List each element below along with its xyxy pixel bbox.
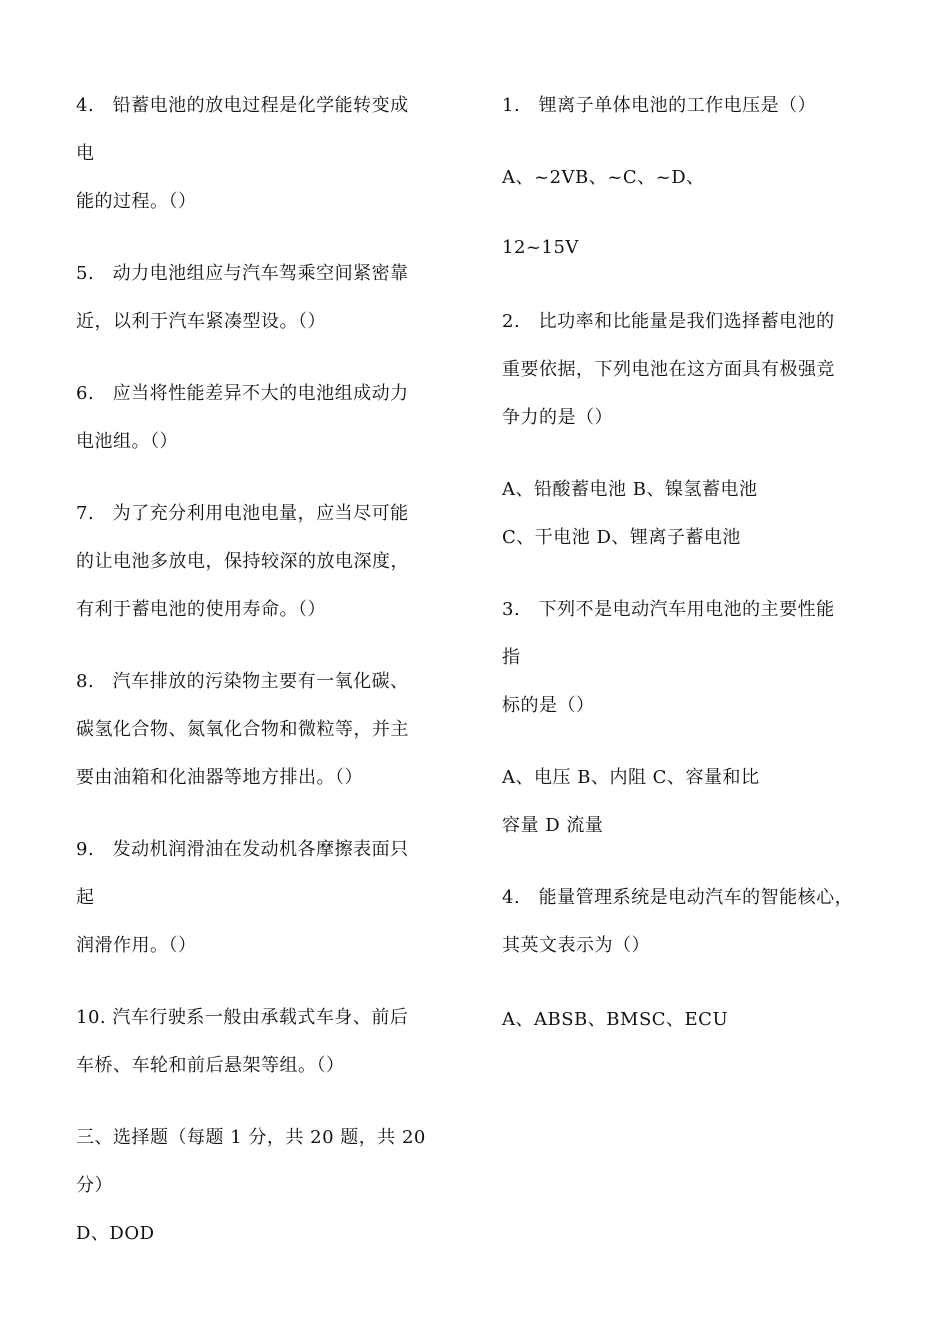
mc-question-3-line-1: 3. 下列不是电动汽车用电池的主要性能: [502, 599, 835, 620]
tf-question-10-line-2: 车桥、车轮和前后悬架等组。（）: [76, 1055, 345, 1076]
tf-question-6-line-2: 电池组。（）: [76, 431, 178, 452]
mc-question-4-options: A、ABSB、BMSC、ECU: [502, 1009, 729, 1030]
tf-question-9-line-3: 润滑作用。（）: [76, 935, 197, 956]
tf-question-5-line-2: 近，以利于汽车紧凑型设。（）: [76, 311, 326, 332]
left-column: [76, 0, 458, 1344]
mc-question-4-line-1: 4. 能量管理系统是电动汽车的智能核心，: [502, 887, 854, 908]
section-3-heading-line-2: 分）: [76, 1175, 113, 1196]
tf-question-9-line-2: 起: [76, 887, 95, 908]
tf-question-7-line-1: 7. 为了充分利用电池电量，应当尽可能: [76, 503, 409, 524]
tf-question-7-line-3: 有利于蓄电池的使用寿命。（）: [76, 599, 326, 620]
mc-question-2-line-2: 重要依据，下列电池在这方面具有极强竞: [502, 359, 835, 380]
mc-question-3-options-2: 容量 D 流量: [502, 815, 604, 836]
mc-question-2-line-3: 争力的是（）: [502, 407, 613, 428]
mc-question-1-options: A、~2VB、~C、~D、: [502, 167, 705, 188]
mc-question-3-options-1: A、电压 B、内阻 C、容量和比: [502, 767, 760, 788]
tf-question-4-line-1: 4. 铅蓄电池的放电过程是化学能转变成: [76, 95, 409, 116]
tf-question-4-line-3: 能的过程。（）: [76, 191, 197, 212]
tf-question-4-line-2: 电: [76, 143, 95, 164]
tf-question-8-line-2: 碳氢化合物、氮氧化合物和微粒等，并主: [76, 719, 409, 740]
tf-question-10-line-1: 10. 汽车行驶系一般由承载式车身、前后: [76, 1007, 409, 1028]
tf-question-8-line-3: 要由油箱和化油器等地方排出。（）: [76, 767, 363, 788]
section-3-heading-line-1: 三、选择题（每题 1 分，共 20 题，共 20: [76, 1127, 426, 1148]
mc-question-3-line-3: 标的是（）: [502, 695, 595, 716]
tf-question-6-line-1: 6. 应当将性能差异不大的电池组成动力: [76, 383, 409, 404]
mc-question-2-options-2: C、干电池 D、锂离子蓄电池: [502, 527, 741, 548]
tf-question-9-line-1: 9. 发动机润滑油在发动机各摩擦表面只: [76, 839, 409, 860]
tf-question-5-line-1: 5. 动力电池组应与汽车驾乘空间紧密靠: [76, 263, 409, 284]
mc-question-1-line-1: 1. 锂离子单体电池的工作电压是（）: [502, 95, 817, 116]
mc-question-2-line-1: 2. 比功率和比能量是我们选择蓄电池的: [502, 311, 835, 332]
mc-question-4-line-2: 其英文表示为（）: [502, 935, 650, 956]
right-column: [502, 0, 887, 1344]
tf-question-7-line-2: 的让电池多放电，保持较深的放电深度，: [76, 551, 409, 572]
tf-question-8-line-1: 8. 汽车排放的污染物主要有一氧化碳、: [76, 671, 409, 692]
tail-option: D、DOD: [76, 1223, 155, 1244]
mc-question-2-options-1: A、铅酸蓄电池 B、镍氢蓄电池: [502, 479, 758, 500]
mc-question-3-line-2: 指: [502, 647, 521, 668]
mc-question-1-options-cont: 12~15V: [502, 237, 579, 258]
